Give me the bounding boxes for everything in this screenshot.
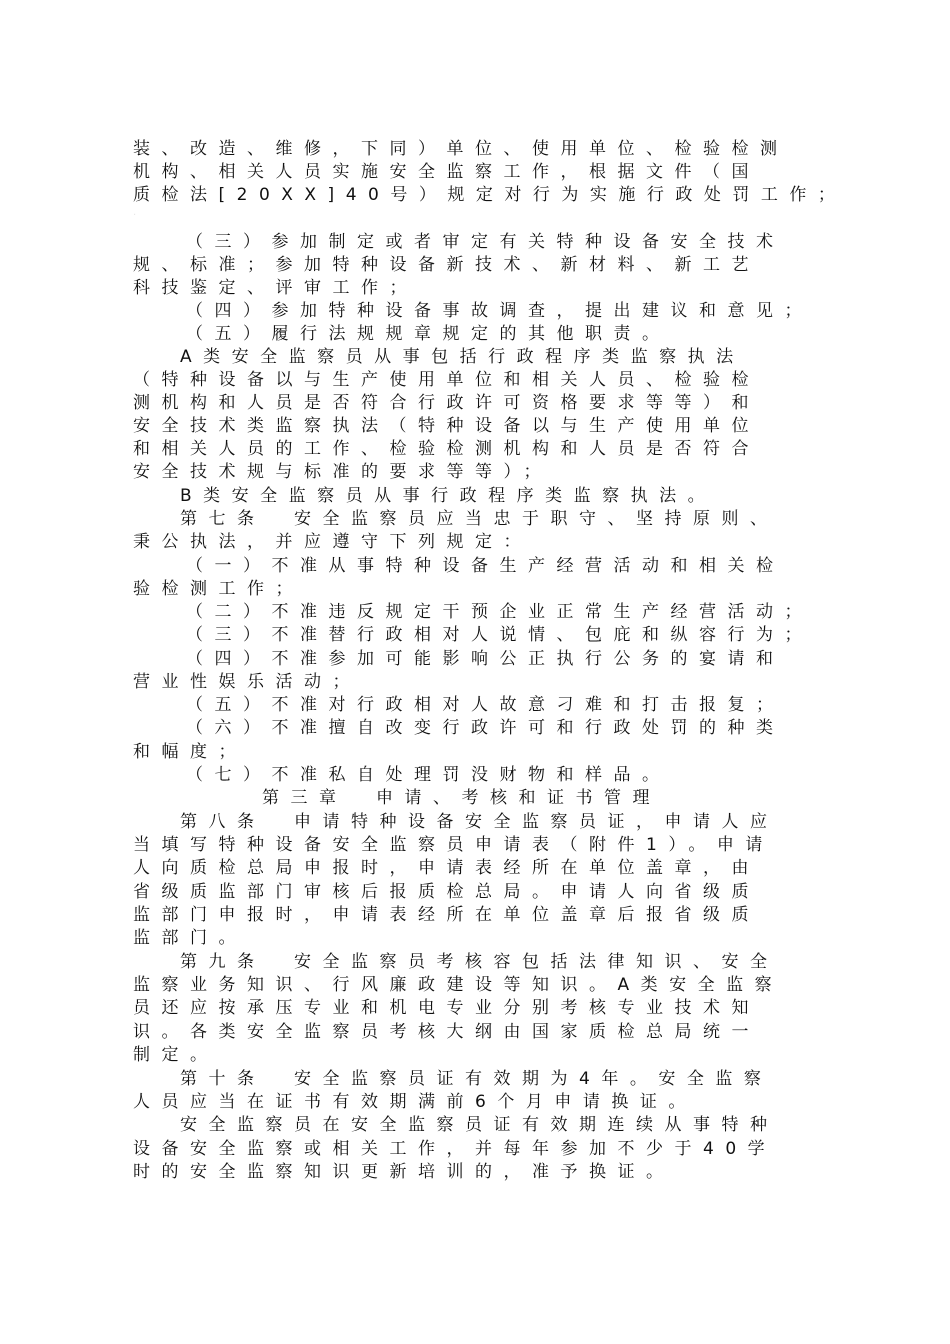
text-line: 监察业务知识、行风廉政建设等知识。A类安全监察	[133, 975, 784, 995]
text-line: （五）履行法规规章规定的其他职责。	[186, 324, 671, 344]
text-line: （五）不准对行政相对人故意刁难和打击报复；	[186, 695, 785, 715]
chapter-heading: 第三章 申请、考核和证书管理	[262, 788, 661, 808]
text-line: B类安全监察员从事行政程序类监察执法。	[180, 486, 717, 506]
text-line: 员还应按承压专业和机电专业分别考核专业技术知	[133, 998, 760, 1018]
text-line: 安全技术类监察执法（特种设备以与生产使用单位	[133, 416, 760, 436]
text-line: （特种设备以与生产使用单位和相关人员、检验检	[133, 370, 760, 390]
text-line: （二）不准违反规定干预企业正常生产经营活动；	[186, 602, 813, 622]
text-line: 机构、相关人员实施安全监察工作，根据文件（国	[133, 162, 760, 182]
text-line: 时的安全监察知识更新培训的，准予换证。	[133, 1162, 675, 1182]
faint-watermark: ·	[133, 210, 138, 221]
text-line: 秉公执法，并应遵守下列规定：	[133, 532, 532, 552]
text-line: 设备安全监察或相关工作，并每年参加不少于40学	[133, 1139, 777, 1159]
text-line: 当填写特种设备安全监察员申请表（附件1）。申请	[133, 835, 774, 855]
text-line: （四）不准参加可能影响公正执行公务的宴请和	[186, 649, 785, 669]
text-line: A类安全监察员从事包括行政程序类监察执法	[180, 347, 745, 367]
text-line: 验检测工作；	[133, 579, 304, 599]
text-line: （六）不准擅自改变行政许可和行政处罚的种类	[186, 718, 785, 738]
text-line: 安全监察员在安全监察员证有效期连续从事特种	[180, 1115, 779, 1135]
text-line: （三）不准替行政相对人说情、包庇和纵容行为；	[186, 625, 813, 645]
text-line: 科技鉴定、评审工作；	[133, 278, 418, 298]
text-line: 质检法[20XX]40号）规定对行为实施行政处罚工作；	[133, 185, 847, 205]
text-line: 和相关人员的工作、检验检测机构和人员是否符合	[133, 439, 760, 459]
text-line: 省级质监部门审核后报质检总局。申请人向省级质	[133, 882, 760, 902]
text-line: 识。各类安全监察员考核大纲由国家质检总局统一	[133, 1022, 760, 1042]
text-line: 装、改造、维修，下同）单位、使用单位、检验检测	[133, 139, 789, 159]
text-line: （四）参加特种设备事故调查，提出建议和意见；	[186, 301, 813, 321]
text-line: 测机构和人员是否符合行政许可资格要求等等）和	[133, 393, 760, 413]
text-line: （三）参加制定或者审定有关特种设备安全技术	[186, 232, 785, 252]
text-line: 人向质检总局申报时，申请表经所在单位盖章，由	[133, 858, 760, 878]
text-line: 第七条 安全监察员应当忠于职守、坚持原则、	[180, 509, 779, 529]
text-line: 监部门。	[133, 928, 247, 948]
text-line: （一）不准从事特种设备生产经营活动和相关检	[186, 556, 785, 576]
text-line: 规、标准；参加特种设备新技术、新材料、新工艺	[133, 255, 760, 275]
text-line: （七）不准私自处理罚没财物和样品。	[186, 765, 671, 785]
text-line: 制定。	[133, 1045, 219, 1065]
text-line: 人员应当在证书有效期满前6个月申请换证。	[133, 1092, 697, 1112]
text-line: 第九条 安全监察员考核容包括法律知识、安全	[180, 952, 779, 972]
text-line: 第八条 申请特种设备安全监察员证，申请人应	[180, 812, 779, 832]
text-line: 安全技术规与标准的要求等等）；	[133, 462, 552, 482]
text-line: 第十条 安全监察员证有效期为4年。安全监察	[180, 1069, 773, 1089]
text-line: 和幅度；	[133, 742, 247, 762]
text-line: 营业性娱乐活动；	[133, 672, 361, 692]
text-line: 监部门申报时，申请表经所在单位盖章后报省级质	[133, 905, 760, 925]
